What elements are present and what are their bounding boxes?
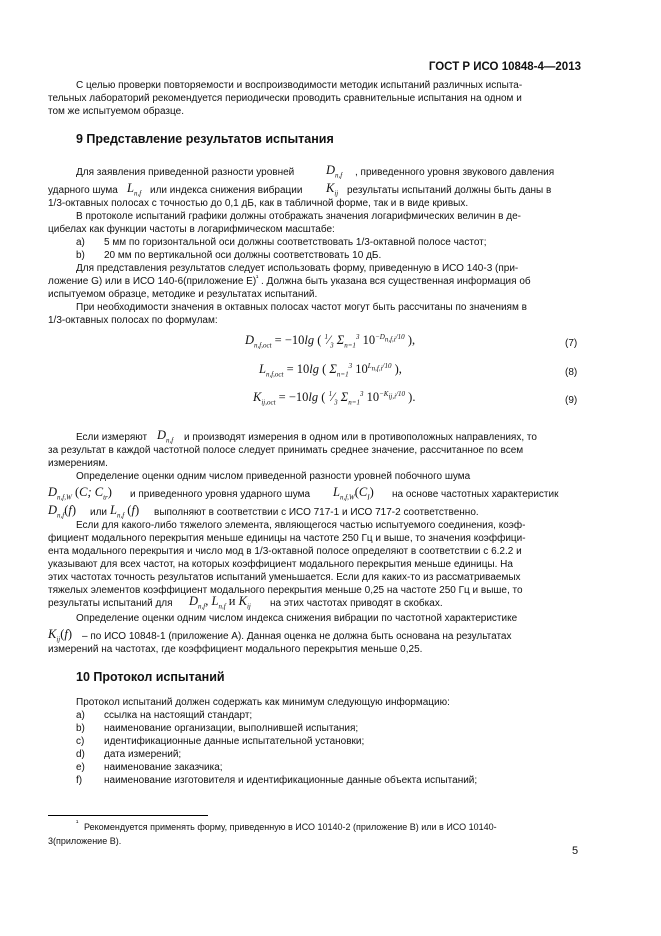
p1-text-e: результаты испытаний должны быть даны в bbox=[347, 185, 552, 196]
list-10-item-d: дата измерений; bbox=[104, 749, 182, 760]
formula-D-nfw: $D_{n,f,W}$ (C; $C_{tr}$) bbox=[48, 485, 112, 502]
p4-line-2: 1/3-октавных полосах по формулам: bbox=[48, 315, 218, 326]
formula-L-nfw: $L_{n,f,W}(C_I)$ bbox=[333, 485, 374, 502]
formula-L-nf-f: $L_{n,f}$ (f) bbox=[110, 503, 140, 520]
equation-number-8: (8) bbox=[565, 367, 578, 378]
p7-line-2: фициент модального перекрытия меньше единицы на частоте 250 Гц и выше, то значения коэффици- bbox=[48, 533, 526, 544]
equation-9: $K_{ij,oct} = -10\lg$ ( $^1⁄_3$ $\Sigma_{n=1}^3$ $10^{-K_{ij,i}/10}$ ). bbox=[253, 390, 416, 407]
p7-line-1: Если для какого-либо тяжелого элемента, являющегося частью испытуемого соединения, коэф- bbox=[76, 520, 526, 531]
p8-line-3: измерений на частотах, где коэффициент модального перекрытия меньше 0,25. bbox=[48, 644, 423, 655]
list-10-item-b: наименование организации, выполнившей испытания; bbox=[104, 723, 359, 734]
list-10-mark-b: b) bbox=[76, 723, 85, 734]
p2-line-2: цибелах как функции частоты в логарифмическом масштабе: bbox=[48, 224, 335, 235]
list-9-mark-a: a) bbox=[76, 237, 85, 248]
p7-line-5: этих частотах точность результатов испытаний уменьшается. Если для каких-то из рассматриваемых bbox=[48, 572, 521, 583]
p5-line-2: за результат в каждой частотной полосе следует принимать среднее значение, рассчитанное по всем bbox=[48, 445, 524, 456]
list-10-item-e: наименование заказчика; bbox=[104, 762, 223, 773]
p8-line-1: Определение оценки одним числом индекса снижения вибрации по частотной характеристике bbox=[76, 613, 518, 624]
equation-8: $L_{n,f,oct} = 10\lg$ ( $\Sigma_{n=1}^3$ $10^{L_{n,f,i}/10}$ ), bbox=[259, 362, 402, 379]
list-10-item-f: наименование изготовителя и идентификационные данные объекта испытаний; bbox=[104, 775, 478, 786]
equation-number-9: (9) bbox=[565, 395, 578, 406]
p3-line-1: Для представления результатов следует использовать форму, приведенную в ИСО 140-3 (при- bbox=[76, 263, 519, 274]
p6-text-c: на основе частотных характеристик bbox=[392, 489, 559, 500]
formula-K-ij: $K_{ij}$ bbox=[326, 181, 339, 198]
p6-text-e: выполняют в соответствии с ИСО 717-1 и ИСО 717-2 соответственно. bbox=[154, 507, 479, 518]
p3-line-3: испытуемом образце, методике и результатах испытаний. bbox=[48, 289, 318, 300]
intro-line-2: тельных лабораторий рекомендуется периодически проводить сравнительные испытания на одном и bbox=[48, 93, 522, 104]
list-10-item-c: идентификационные данные испытательной установки; bbox=[104, 736, 365, 747]
intro-line-3: том же испытуемом образце. bbox=[48, 106, 184, 117]
p5-text-b: и производят измерения в одном или в противоположных направлениях, то bbox=[184, 432, 537, 443]
p7-line-7b: на этих частотах приводят в скобках. bbox=[270, 598, 443, 609]
p6-text-d: или bbox=[90, 507, 108, 518]
p7-line-6: тяжелых элементов коэффициент модального перекрытия меньше 0,25 на частоте 250 Гц и выше, то bbox=[48, 585, 523, 596]
list-9-item-b: 20 мм по вертикальной оси должны соответствовать 10 дБ. bbox=[104, 250, 382, 261]
p6-text-b: и приведенного уровня ударного шума bbox=[130, 489, 311, 500]
document-code: ГОСТ Р ИСО 10848-4—2013 bbox=[428, 61, 581, 73]
list-10-mark-c: c) bbox=[76, 736, 85, 747]
list-9-item-a: 5 мм по горизонтальной оси должны соответствовать 1/3-октавной полосе частот; bbox=[104, 237, 487, 248]
p3-line-2b: . Должна быть указана вся существенная информация об bbox=[261, 276, 531, 287]
equation-7: $D_{n,f,oct} = -10\lg$ ( $^1⁄_3$ $\Sigma_{n=1}^3$ $10^{-D_{n,f,i}/10}$ ), bbox=[245, 333, 416, 350]
p8-line-2: – по ИСО 10848-1 (приложение А). Данная оценка не должна быть основана на результатах bbox=[82, 631, 512, 642]
formula-L-nf: $L_{n,f}$ bbox=[127, 181, 142, 198]
intro-line-1: С целью проверки повторяемости и воспроизводимости методик испытаний различных испыта- bbox=[76, 80, 523, 91]
list-10-item-a: ссылка на настоящий стандарт; bbox=[104, 710, 253, 721]
p2-line-1: В протоколе испытаний графики должны отображать значения логарифмических величин в де- bbox=[76, 211, 521, 222]
list-10-mark-a: a) bbox=[76, 710, 85, 721]
p5-line-3: измерениям. bbox=[48, 458, 108, 469]
p1-text-c: ударного шума bbox=[48, 185, 118, 196]
formula-K-ij-f: $K_{ij}(f)$ bbox=[48, 627, 73, 644]
p7-line-7a: результаты испытаний для bbox=[48, 598, 173, 609]
p6-line-1: Определение оценки одним числом приведенной разности уровней побочного шума bbox=[76, 471, 471, 482]
formula-D-nf: $D_{n,f}$ bbox=[326, 163, 343, 180]
footnote-marker: ¹ bbox=[76, 820, 79, 827]
p5-text-a: Если измеряют bbox=[76, 432, 148, 443]
p3-line-2a: ложение G) или в ИСО 140-6(приложение Е) bbox=[48, 276, 257, 287]
list-10-mark-d: d) bbox=[76, 749, 85, 760]
formula-D-nf-f: $D_{n,f}(f)$ bbox=[48, 503, 77, 520]
p1-text-f: 1/3-октавных полосах с точностью до 0,1 дБ, как в табличной форме, так и в виде кривых. bbox=[48, 198, 469, 209]
equation-number-7: (7) bbox=[565, 338, 578, 349]
footnote-line-1: Рекомендуется применять форму, приведенную в ИСО 10140-2 (приложение В) или в ИСО 10140- bbox=[84, 822, 497, 832]
footnote-divider bbox=[48, 815, 208, 816]
section-9-title: 9 Представление результатов испытания bbox=[76, 132, 334, 146]
footnote-line-2: 3(приложение В). bbox=[48, 836, 122, 846]
formula-result-set: $D_{n,f}$, $L_{n,f}$ и $K_{ij}$ bbox=[189, 594, 251, 611]
p7-line-4: указывают для всех частот, на которых коэффициент модального перекрытия меньше единицы. На bbox=[48, 559, 513, 570]
p7-line-3: ента модального перекрытия и число мод в 1/3-октавной полосе определяют в соответствии с 6.2.2 и bbox=[48, 546, 522, 557]
page-number: 5 bbox=[572, 845, 579, 857]
p4-line-1: При необходимости значения в октавных полосах частот могут быть рассчитаны по значениям в bbox=[76, 302, 527, 313]
p1-text-b: , приведенного уровня звукового давления bbox=[355, 167, 555, 178]
section-10-lead: Протокол испытаний должен содержать как минимум следующую информацию: bbox=[76, 697, 450, 708]
list-10-mark-e: e) bbox=[76, 762, 85, 773]
section-10-title: 10 Протокол испытаний bbox=[76, 670, 225, 684]
p1-text-d: или индекса снижения вибрации bbox=[150, 185, 303, 196]
p1-text-a: Для заявления приведенной разности уровней bbox=[76, 167, 295, 178]
list-10-mark-f: f) bbox=[76, 775, 83, 786]
footnote-ref-marker: ¹ bbox=[256, 275, 259, 282]
list-9-mark-b: b) bbox=[76, 250, 85, 261]
formula-D-nf-p5: $D_{n,f}$ bbox=[157, 428, 174, 445]
